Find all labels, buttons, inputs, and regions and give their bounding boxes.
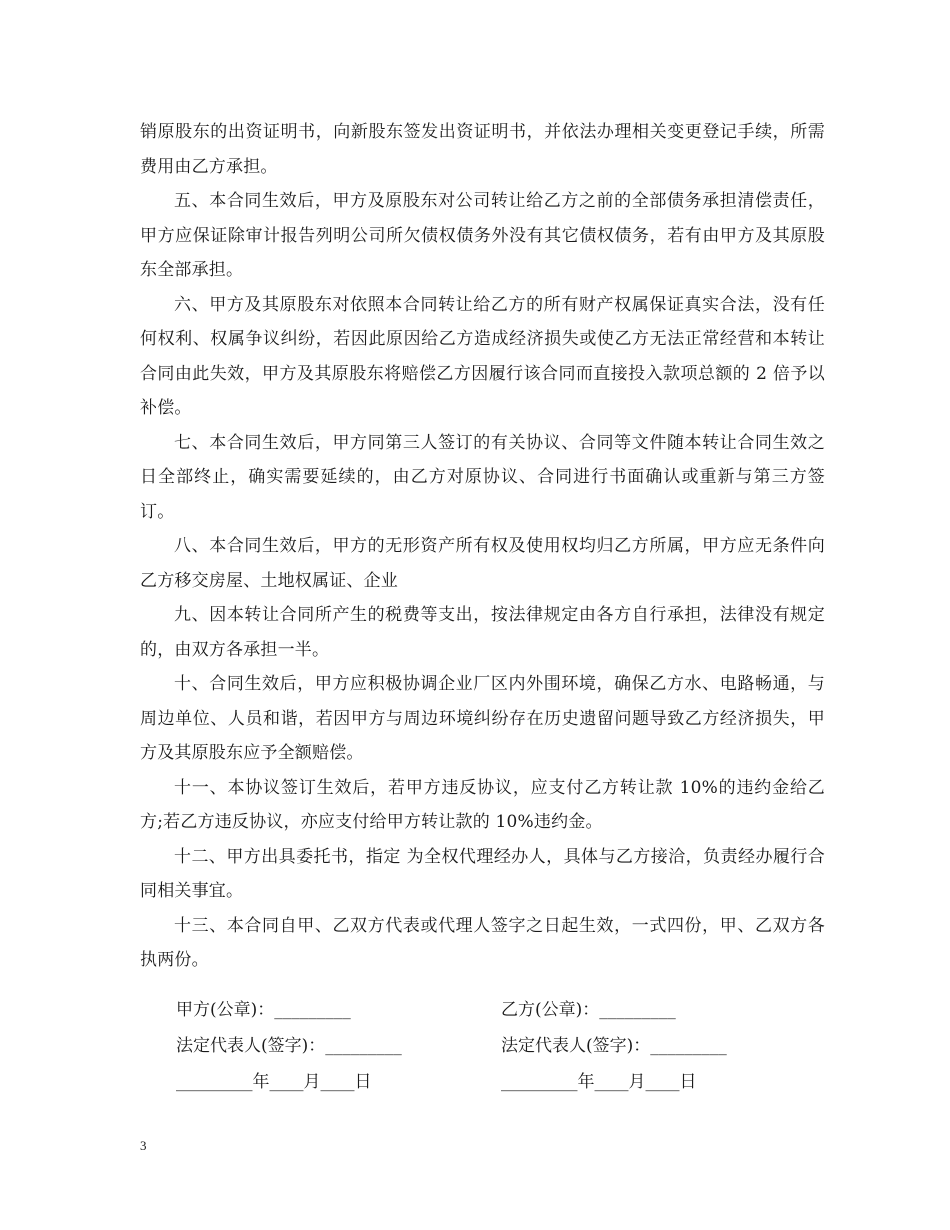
party-a-date-field: _________年____月____日 <box>176 1072 372 1092</box>
clause-7: 七、本合同生效后，甲方同第三人签订的有关协议、合同等文件随本转让合同生效之日全部终止，确实需要延续的，由乙方对原协议、合同进行书面确认或重新与第三方签订。 <box>140 432 825 522</box>
clause-5: 五、本合同生效后，甲方及原股东对公司转让给乙方之前的全部债务承担清偿责任，甲方应保证除审计报告列明公司所欠债权债务外没有其它债权债务，若有由甲方及其原股东全部承担。 <box>140 191 825 280</box>
clause-8: 八、本合同生效后，甲方的无形资产所有权及使用权均归乙方所属，甲方应无条件向乙方移交房屋、土地权属证、企业 <box>140 536 825 591</box>
clause-10: 十、合同生效后，甲方应积极协调企业厂区内外围环境，确保乙方水、电路畅通，与周边单位、人员和谐，若因甲方与周边环境纠纷存在历史遗留问题导致乙方经济损失，甲方及其原股东应予全额赔偿。 <box>140 674 825 763</box>
page-number: 3 <box>140 1138 147 1153</box>
signature-row-seal <box>176 992 826 1028</box>
paragraph-continuation: 销原股东的出资证明书，向新股东签发出资证明书，并依法办理相关变更登记手续，所需费用由乙方承担。 <box>140 122 825 177</box>
clause-13: 十三、本合同自甲、乙双方代表或代理人签字之日起生效，一式四份，甲、乙双方各执两份。 <box>140 915 825 970</box>
party-a-seal-field: 甲方(公章)：_________ <box>176 1000 351 1020</box>
party-b-seal-field: 乙方(公章)：_________ <box>501 1000 676 1020</box>
party-a-representative-field: 法定代表人(签字)：_________ <box>176 1036 402 1056</box>
clause-12: 十二、甲方出具委托书，指定 为全权代理经办人，具体与乙方接洽，负责经办履行合同相关事宜。 <box>140 846 825 901</box>
clause-9: 九、因本转让合同所产生的税费等支出，按法律规定由各方自行承担，法律没有规定的，由双方各承担一半。 <box>140 605 825 660</box>
clause-6: 六、甲方及其原股东对依照本合同转让给乙方的所有财产权属保证真实合法，没有任何权利、权属争议纠纷，若因此原因给乙方造成经济损失或使乙方无法正常经营和本转让合同由此失效，甲方及其原股东将赔偿乙方因履行该合同而直接投入款项总额的 2 倍予以补偿。 <box>140 294 825 418</box>
signature-block <box>176 992 826 1100</box>
signature-row-date <box>176 1064 826 1100</box>
party-b-date-field: _________年____月____日 <box>501 1072 697 1092</box>
party-b-representative-field: 法定代表人(签字)：_________ <box>501 1036 727 1056</box>
signature-row-representative <box>176 1028 826 1064</box>
clause-11: 十一、本协议签订生效后，若甲方违反协议，应支付乙方转让款 10%的违约金给乙方;若乙方违反协议，亦应支付给甲方转让款的 10%违约金。 <box>140 777 825 832</box>
contract-body <box>140 115 825 978</box>
